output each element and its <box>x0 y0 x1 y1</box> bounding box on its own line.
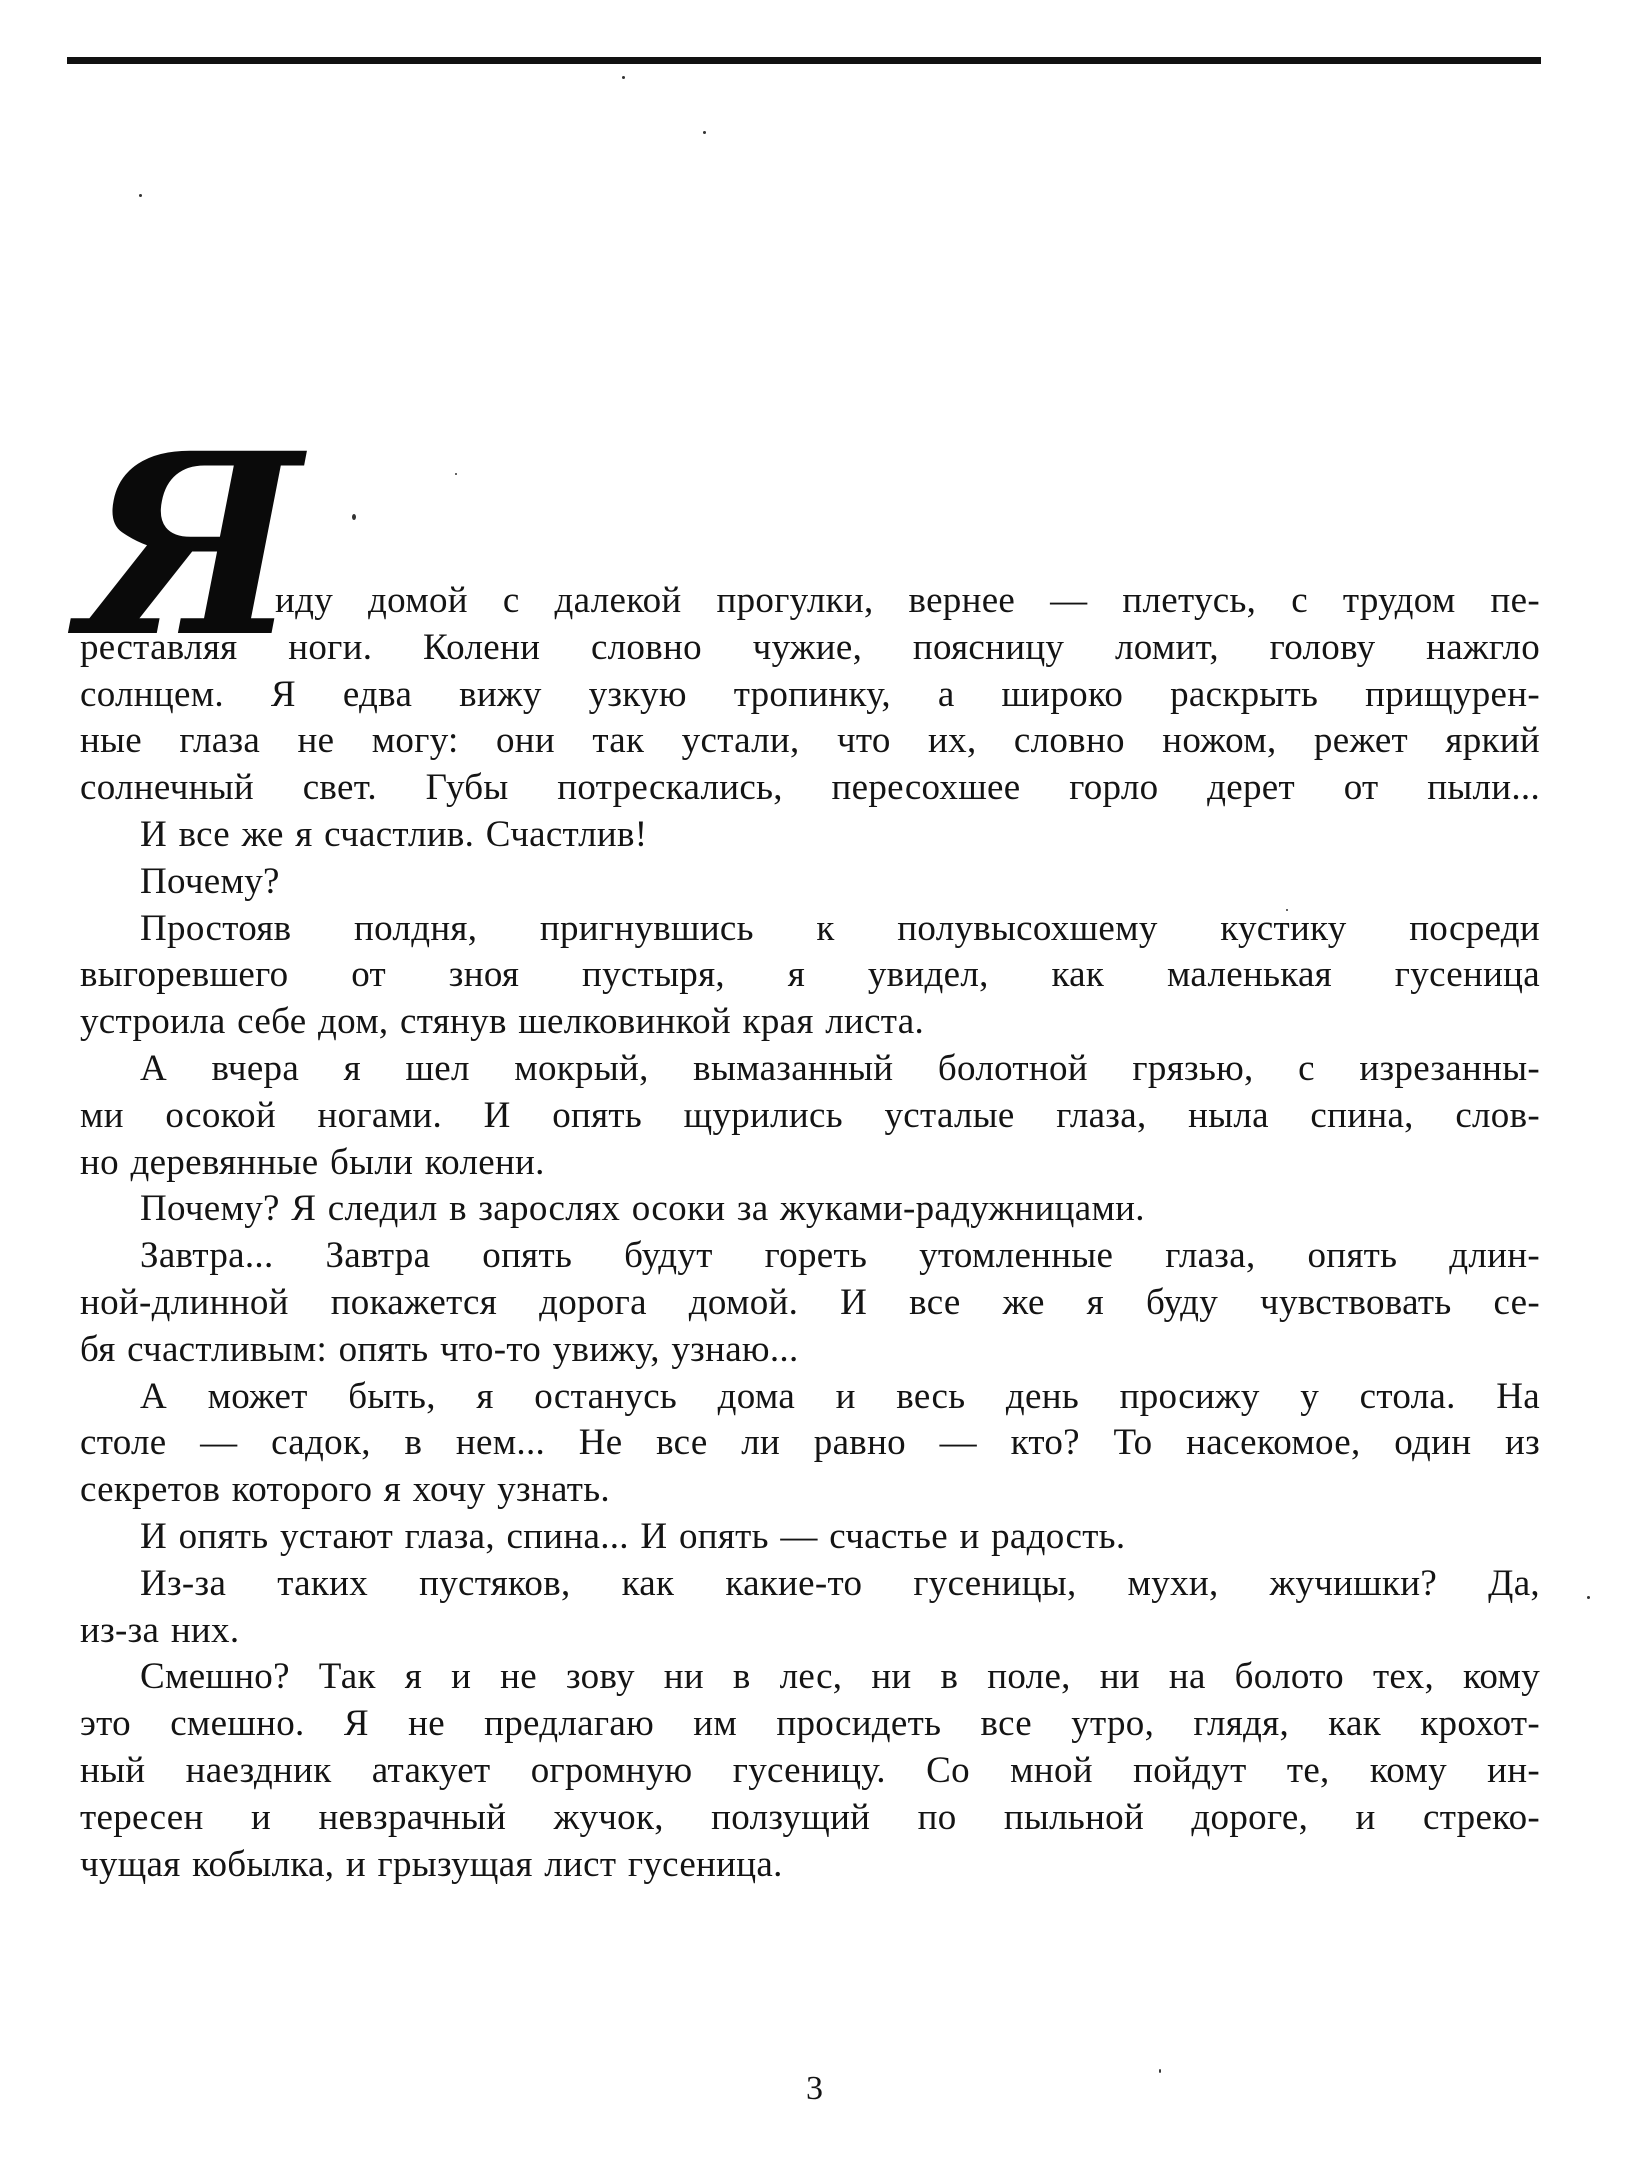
text-line: Простояв полдня, пригнувшись к полувысохшему кустику посреди <box>140 907 1540 949</box>
text-line: столе — садок, в нем... Не все ли равно — кто? То насекомое, один из <box>80 1422 1540 1464</box>
text-line: секретов которого я хочу узнать. <box>80 1469 610 1511</box>
text-line: устроила себе дом, стянув шелковинкой края листа. <box>80 1001 925 1043</box>
text-line: из-за них. <box>80 1609 240 1651</box>
text-line: И опять устают глаза, спина... И опять — счастье и радость. <box>140 1515 1126 1557</box>
text-line: Завтра... Завтра опять будут гореть утомленные глаза, опять длин- <box>140 1235 1540 1277</box>
text-line: солнцем. Я едва вижу узкую тропинку, а широко раскрыть прищурен- <box>80 673 1540 715</box>
text-line: выгоревшего от зноя пустыря, я увидел, как маленькая гусеница <box>80 954 1540 996</box>
text-line: но деревянные были колени. <box>80 1141 545 1183</box>
text-line: ми осокой ногами. И опять щурились усталые глаза, ныла спина, слов- <box>80 1094 1540 1136</box>
text-line: Смешно? Так я и не зову ни в лес, ни в поле, ни на болото тех, кому <box>140 1656 1540 1698</box>
text-line: чущая кобылка, и грызущая лист гусеница. <box>80 1843 783 1885</box>
text-line: реставляя ноги. Колени словно чужие, поясницу ломит, голову нажгло <box>80 626 1540 668</box>
text-line: бя счастливым: опять что-то увижу, узнаю... <box>80 1328 799 1370</box>
text-line: И все же я счастлив. Счастлив! <box>140 813 648 855</box>
text-line: это смешно. Я не предлагаю им просидеть все утро, глядя, как крохот- <box>80 1703 1540 1745</box>
scan-speck <box>1587 1596 1590 1599</box>
text-line: А может быть, я останусь дома и весь день просижу у стола. На <box>140 1375 1540 1417</box>
scan-speck <box>352 514 356 520</box>
page-number: 3 <box>806 2070 824 2107</box>
text-line: Почему? Я следил в зарослях осоки за жуками-радужницами. <box>140 1188 1145 1230</box>
text-line: ные глаза не могу: они так устали, что их, словно ножом, режет яркий <box>80 720 1540 762</box>
text-line: ный наездник атакует огромную гусеницу. Со мной пойдут те, кому ин- <box>80 1749 1540 1791</box>
text-line: Из-за таких пустяков, как какие-то гусеницы, мухи, жучишки? Да, <box>140 1562 1540 1604</box>
scan-speck <box>455 473 457 475</box>
text-line: ной-длинной покажется дорога домой. И все же я буду чувствовать се- <box>80 1281 1540 1323</box>
scan-speck <box>703 131 706 134</box>
text-line: Почему? <box>140 860 280 902</box>
scan-speck <box>622 76 625 79</box>
body-text <box>80 578 1540 1888</box>
text-line: А вчера я шел мокрый, вымазанный болотной грязью, с изрезанны- <box>140 1047 1540 1089</box>
drop-cap: Я <box>80 398 301 692</box>
scan-speck <box>139 194 142 197</box>
text-line: солнечный свет. Губы потрескались, пересохшее горло дерет от пыли... <box>80 767 1540 809</box>
text-line: тересен и невзрачный жучок, ползущий по пыльной дороге, и стреко- <box>80 1796 1540 1838</box>
top-rule <box>67 57 1541 64</box>
text-line: иду домой с далекой прогулки, вернее — плетусь, с трудом пе- <box>275 580 1540 621</box>
